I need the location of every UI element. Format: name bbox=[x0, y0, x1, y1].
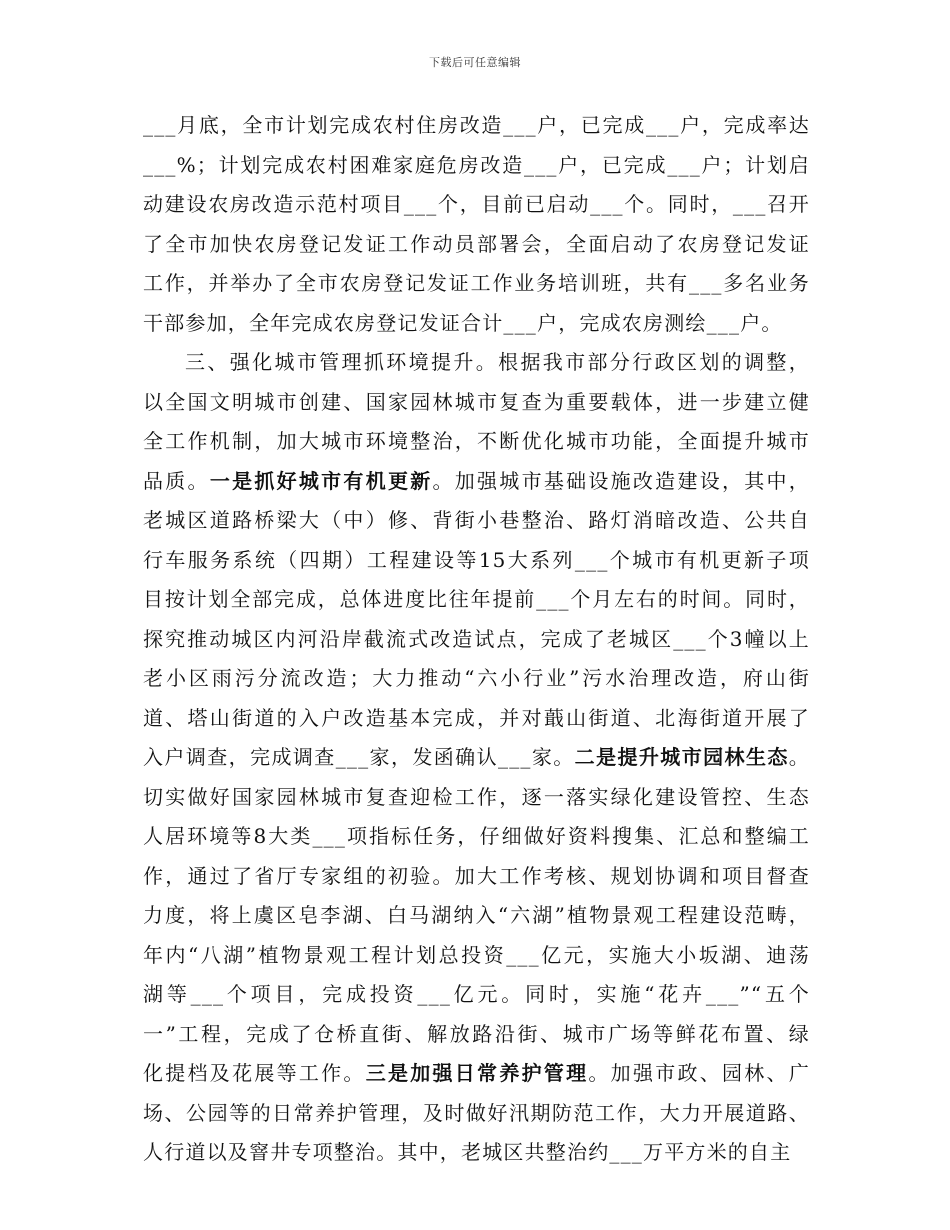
text-line bbox=[143, 541, 810, 581]
text-segment: 力度，将上虞区皂李湖、白马湖纳入“六湖”植物景观工程建设范畴， bbox=[143, 903, 810, 927]
bold-heading-text: 二是提升城市园林生态 bbox=[574, 745, 789, 769]
text-line bbox=[143, 225, 810, 265]
bold-heading-text: 三是加强日常养护管理 bbox=[365, 1061, 589, 1085]
text-line bbox=[143, 304, 810, 344]
text-segment: 动建设农房改造示范村项目___个，目前已启动___个。同时，___召开 bbox=[143, 192, 810, 216]
text-line bbox=[143, 1094, 810, 1134]
text-line bbox=[143, 857, 810, 897]
text-segment: 。 bbox=[788, 745, 810, 769]
text-segment: 行车服务系统（四期）工程建设等15大系列___个城市有机更新子项 bbox=[143, 547, 810, 572]
text-segment: 人行道以及窨井专项整治。其中，老城区共整治约___万平方米的自主 bbox=[143, 1140, 792, 1164]
paragraph-housing bbox=[143, 106, 810, 343]
text-line bbox=[143, 620, 810, 660]
text-segment: 。加强市政、园林、广 bbox=[588, 1061, 811, 1085]
text-segment: 。加强城市基础设施改造建设，其中， bbox=[432, 468, 810, 493]
text-line bbox=[143, 343, 810, 383]
text-line bbox=[143, 778, 810, 818]
text-line bbox=[143, 699, 810, 739]
document-body bbox=[143, 106, 810, 1173]
text-segment: 老城区道路桥梁大（中）修、背街小巷整治、路灯消暗改造、公共自 bbox=[143, 508, 810, 532]
text-segment: 干部参加，全年完成农房登记发证合计___户，完成农房测绘___户。 bbox=[143, 310, 783, 335]
text-segment: ___%；计划完成农村困难家庭危房改造___户，已完成___户；计划启 bbox=[143, 152, 810, 177]
text-line bbox=[143, 501, 810, 541]
text-segment: 化提档及花展等工作。 bbox=[143, 1061, 366, 1085]
text-line bbox=[143, 896, 810, 936]
text-line bbox=[143, 817, 810, 857]
text-line bbox=[143, 1054, 810, 1094]
text-line bbox=[143, 264, 810, 304]
text-segment: 目按计划全部完成，总体进度比往年提前___个月左右的时间。同时， bbox=[143, 587, 810, 611]
text-line bbox=[143, 738, 810, 778]
text-segment: 三、强化城市管理抓环境提升。根据我市部分行政区划的调整， bbox=[185, 350, 810, 374]
text-segment: ___月底，全市计划完成农村住房改造___户，已完成___户，完成率达 bbox=[143, 113, 810, 137]
text-segment: 道、塔山街道的入户改造基本完成，并对蕺山街道、北海街道开展了 bbox=[143, 705, 810, 730]
text-segment: 人居环境等8大类___项指标任务，仔细做好资料搜集、汇总和整编工 bbox=[143, 824, 810, 848]
paragraph-urban-management bbox=[143, 343, 810, 1173]
text-line bbox=[143, 185, 810, 225]
text-segment: 以全国文明城市创建、国家园林城市复查为重要载体，进一步建立健 bbox=[143, 389, 810, 414]
text-segment: 年内“八湖”植物景观工程计划总投资___亿元，实施大小坂湖、迪荡 bbox=[143, 942, 810, 967]
text-segment: 探究推动城区内河沿岸截流式改造试点，完成了老城区___个3幢以上 bbox=[143, 626, 810, 651]
text-segment: 入户调查，完成调查___家，发函确认___家。 bbox=[143, 745, 575, 769]
text-segment: 全工作机制，加大城市环境整治，不断优化城市功能，全面提升城市 bbox=[143, 429, 810, 453]
bold-heading-text: 一是抓好城市有机更新 bbox=[209, 468, 433, 493]
text-line bbox=[143, 936, 810, 976]
text-line bbox=[143, 422, 810, 462]
text-segment: 作，通过了省厅专家组的初验。加大工作考核、规划协调和项目督查 bbox=[143, 863, 810, 888]
text-line bbox=[143, 1015, 810, 1055]
text-line bbox=[143, 462, 810, 502]
text-segment: 一”工程，完成了仓桥直街、解放路沿街、城市广场等鲜花布置、绿 bbox=[143, 1021, 810, 1046]
text-line bbox=[143, 580, 810, 620]
text-segment: 场、公园等的日常养护管理，及时做好汛期防范工作，大力开展道路、 bbox=[143, 1100, 810, 1125]
text-line bbox=[143, 1133, 810, 1173]
text-segment: 工作，并举办了全市农房登记发证工作业务培训班，共有___多名业务 bbox=[143, 271, 810, 295]
text-line bbox=[143, 659, 810, 699]
text-line bbox=[143, 146, 810, 186]
text-segment: 了全市加快农房登记发证工作动员部署会，全面启动了农房登记发证 bbox=[143, 231, 810, 256]
text-segment: 切实做好国家园林城市复查迎检工作，逐一落实绿化建设管控、生态 bbox=[143, 784, 810, 809]
text-segment: 品质。 bbox=[143, 468, 210, 493]
page-header: 下载后可任意编辑 bbox=[429, 56, 521, 69]
text-line bbox=[143, 975, 810, 1015]
text-line bbox=[143, 106, 810, 146]
text-segment: 老小区雨污分流改造；大力推动“六小行业”污水治理改造，府山街 bbox=[143, 666, 810, 690]
text-line bbox=[143, 383, 810, 423]
text-segment: 湖等___个项目，完成投资___亿元。同时，实施“花卉___”“五个 bbox=[143, 982, 810, 1006]
